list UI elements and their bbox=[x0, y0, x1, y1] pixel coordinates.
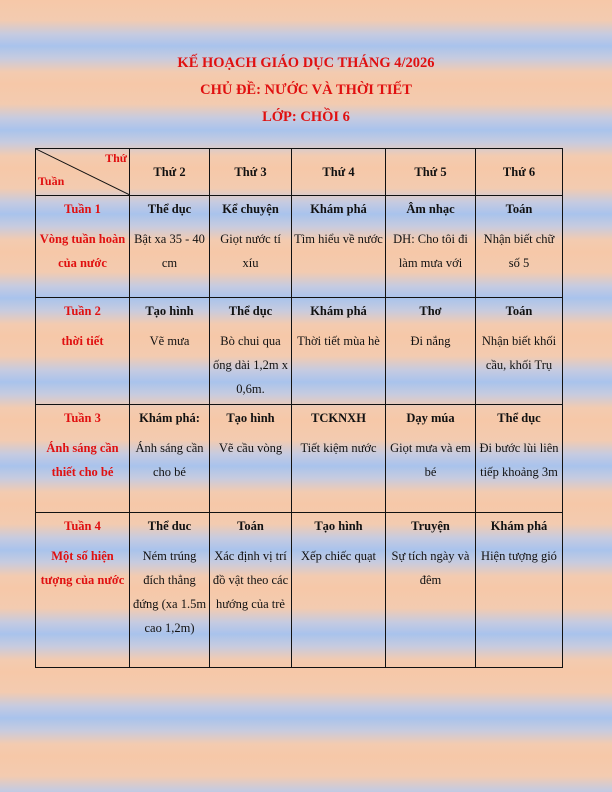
activity: Sự tích ngày và đêm bbox=[391, 549, 470, 587]
activity: Tìm hiểu về nước bbox=[294, 232, 383, 246]
activity-cell bbox=[386, 196, 476, 298]
activity: Nhận biết chữ số 5 bbox=[483, 232, 555, 270]
activity-cell bbox=[476, 405, 563, 513]
header-row bbox=[36, 149, 563, 196]
week-row bbox=[36, 298, 563, 405]
subject: Toán bbox=[505, 202, 533, 216]
activity-cell bbox=[130, 513, 210, 668]
activity: Ném trúng đích thẳng đứng (xa 1.5m cao 1,2m) bbox=[132, 549, 207, 635]
activity-cell bbox=[386, 513, 476, 668]
week-topic: Vòng tuần hoàn của nước bbox=[39, 232, 126, 270]
activity: Ánh sáng cần cho bé bbox=[135, 441, 204, 479]
subject: Thể dục bbox=[147, 202, 192, 216]
day-header-fri: Thứ 6 bbox=[476, 149, 563, 196]
subject: Khám phá bbox=[310, 304, 367, 318]
activity-cell bbox=[210, 298, 292, 405]
activity: Hiện tượng gió bbox=[481, 549, 557, 563]
activity-cell bbox=[292, 196, 386, 298]
activity-cell bbox=[386, 405, 476, 513]
week-row bbox=[36, 196, 563, 298]
activity-cell bbox=[386, 298, 476, 405]
activity: DH: Cho tôi đi làm mưa với bbox=[393, 232, 468, 270]
subject: Toán bbox=[505, 304, 533, 318]
subject: Thể dục bbox=[497, 411, 541, 425]
activity: Giọt nước tí xíu bbox=[220, 232, 281, 270]
activity: Xếp chiếc quạt bbox=[301, 549, 376, 563]
activity: Vẽ mưa bbox=[149, 334, 190, 348]
week-cell bbox=[36, 196, 130, 298]
week-row bbox=[36, 405, 563, 513]
activity-cell bbox=[210, 405, 292, 513]
document-title-block bbox=[0, 50, 612, 131]
week-label: Tuần 4 bbox=[64, 519, 101, 533]
activity-cell bbox=[292, 298, 386, 405]
subject: Thơ bbox=[419, 304, 442, 318]
week-row bbox=[36, 513, 563, 668]
week-label: Tuần 1 bbox=[64, 202, 101, 216]
subject: TCKNXH bbox=[311, 411, 366, 425]
subject: Khám phá bbox=[310, 202, 367, 216]
week-label: Tuần 3 bbox=[64, 411, 101, 425]
subject: Kể chuyện bbox=[222, 202, 279, 216]
activity: Giọt mưa và em bé bbox=[390, 441, 471, 479]
activity: Đi bước lùi liên tiếp khoảng 3m bbox=[479, 441, 559, 479]
subject: Khám phá bbox=[490, 519, 548, 533]
day-header-thu: Thứ 5 bbox=[386, 149, 476, 196]
subject: Tạo hình bbox=[145, 304, 194, 318]
day-header-tue: Thứ 3 bbox=[210, 149, 292, 196]
subject: Toán bbox=[237, 519, 264, 533]
activity: Nhận biết khối cầu, khối Trụ bbox=[481, 334, 557, 372]
subject: Âm nhạc bbox=[406, 202, 455, 216]
corner-cell bbox=[36, 149, 130, 196]
subject: Thể duc bbox=[147, 519, 192, 533]
activity: Vẽ cầu vòng bbox=[218, 441, 283, 455]
lesson-plan-table bbox=[35, 148, 563, 668]
week-cell bbox=[36, 298, 130, 405]
subject: Tạo hình bbox=[226, 411, 275, 425]
activity-cell bbox=[130, 196, 210, 298]
week-cell bbox=[36, 513, 130, 668]
week-topic: thời tiết bbox=[61, 334, 104, 348]
subject: Khám phá: bbox=[139, 411, 200, 425]
activity: Tiết kiệm nước bbox=[300, 441, 377, 455]
activity-cell bbox=[130, 405, 210, 513]
subject: Truyện bbox=[411, 519, 450, 533]
activity-cell bbox=[130, 298, 210, 405]
activity-cell bbox=[210, 513, 292, 668]
subject: Thể dục bbox=[228, 304, 273, 318]
activity-cell bbox=[476, 196, 563, 298]
subject: Tạo hình bbox=[314, 519, 363, 533]
title-theme: CHỦ ĐỀ: NƯỚC VÀ THỜI TIẾT bbox=[200, 82, 412, 98]
activity: Thời tiết mùa hè bbox=[297, 334, 380, 348]
activity-cell bbox=[476, 513, 563, 668]
subject: Dạy múa bbox=[406, 411, 455, 425]
activity: Xác định vị trí đồ vật theo các hướng của trẻ bbox=[212, 549, 289, 611]
day-header-wed: Thứ 4 bbox=[292, 149, 386, 196]
title-class: LỚP: CHỒI 6 bbox=[262, 109, 350, 125]
activity-cell bbox=[292, 405, 386, 513]
week-label: Tuần 2 bbox=[64, 304, 101, 318]
activity-cell bbox=[292, 513, 386, 668]
week-topic: Một số hiện tượng của nước bbox=[40, 549, 125, 587]
activity: Bật xa 35 - 40 cm bbox=[134, 232, 205, 270]
activity-cell bbox=[210, 196, 292, 298]
activity-cell bbox=[476, 298, 563, 405]
activity: Đi nắng bbox=[410, 334, 451, 348]
week-cell bbox=[36, 405, 130, 513]
activity: Bò chui qua ống dài 1,2m x 0,6m. bbox=[213, 334, 288, 396]
week-topic: Ánh sáng cần thiết cho bé bbox=[46, 441, 119, 479]
corner-day-label: Thứ bbox=[105, 151, 127, 165]
corner-week-label: Tuần bbox=[38, 174, 65, 188]
title-plan: KẾ HOẠCH GIÁO DỤC THÁNG 4/2026 bbox=[177, 55, 435, 71]
day-header-mon: Thứ 2 bbox=[130, 149, 210, 196]
